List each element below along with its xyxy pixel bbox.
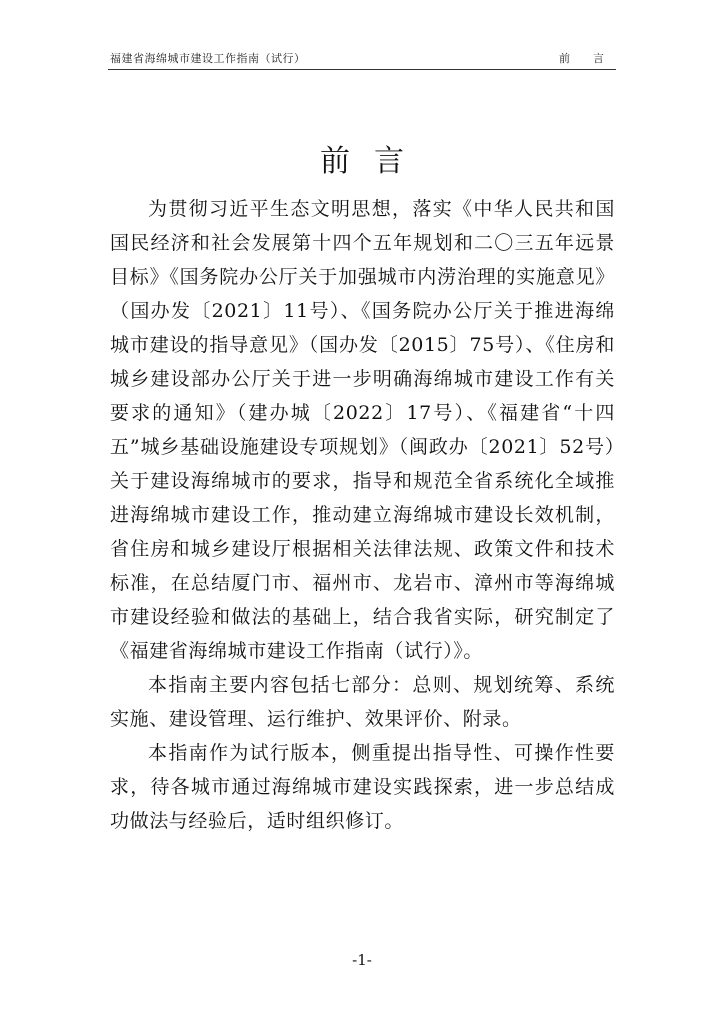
- page-number: -1-: [352, 951, 372, 969]
- header-section-name: 前 言: [559, 52, 610, 65]
- header-document-title: 福建省海绵城市建设工作指南（试行）: [110, 52, 306, 65]
- preface-paragraph-2: 本指南主要内容包括七部分：总则、规划统筹、系统实施、建设管理、运行维护、效果评价、附录。: [110, 674, 615, 730]
- preface-paragraph-3: 本指南作为试行版本，侧重提出指导性、可操作性要求，待各城市通过海绵城市建设实践探索，进一步总结成功做法与经验后，适时组织修订。: [110, 742, 615, 832]
- running-header: [108, 50, 616, 68]
- preface-paragraph-1: 为贯彻习近平生态文明思想，落实《中华人民共和国国民经济和社会发展第十四个五年规划和二〇三五年远景目标》《国务院办公厅关于加强城市内涝治理的实施意见》（国办发〔2021〕11号）、《国务院办公厅关于推进海绵城市建设的指导意见》（国办发〔2015〕75号）、《住房和城乡建设部办公厅关于进一步明确海绵城市建设工作有关要求的通知》（建办城〔2022〕17号）、《福建省“十四五”城乡基础设施建设专项规划》（闽政办〔2021〕52号）关于建设海绵城市的要求，指导和规范全省系统化全域推进海绵城市建设工作，推动建立海绵城市建设长效机制，省住房和城乡建设厅根据相关法律法规、政策文件和技术标准，在总结厦门市、福州市、龙岩市、漳州市等海绵城市建设经验和做法的基础上，结合我省实际，研究制定了《福建省海绵城市建设工作指南（试行）》。: [110, 198, 615, 662]
- preface-body: [110, 192, 615, 838]
- page-title: 前言: [320, 144, 428, 180]
- header-divider: [108, 69, 616, 70]
